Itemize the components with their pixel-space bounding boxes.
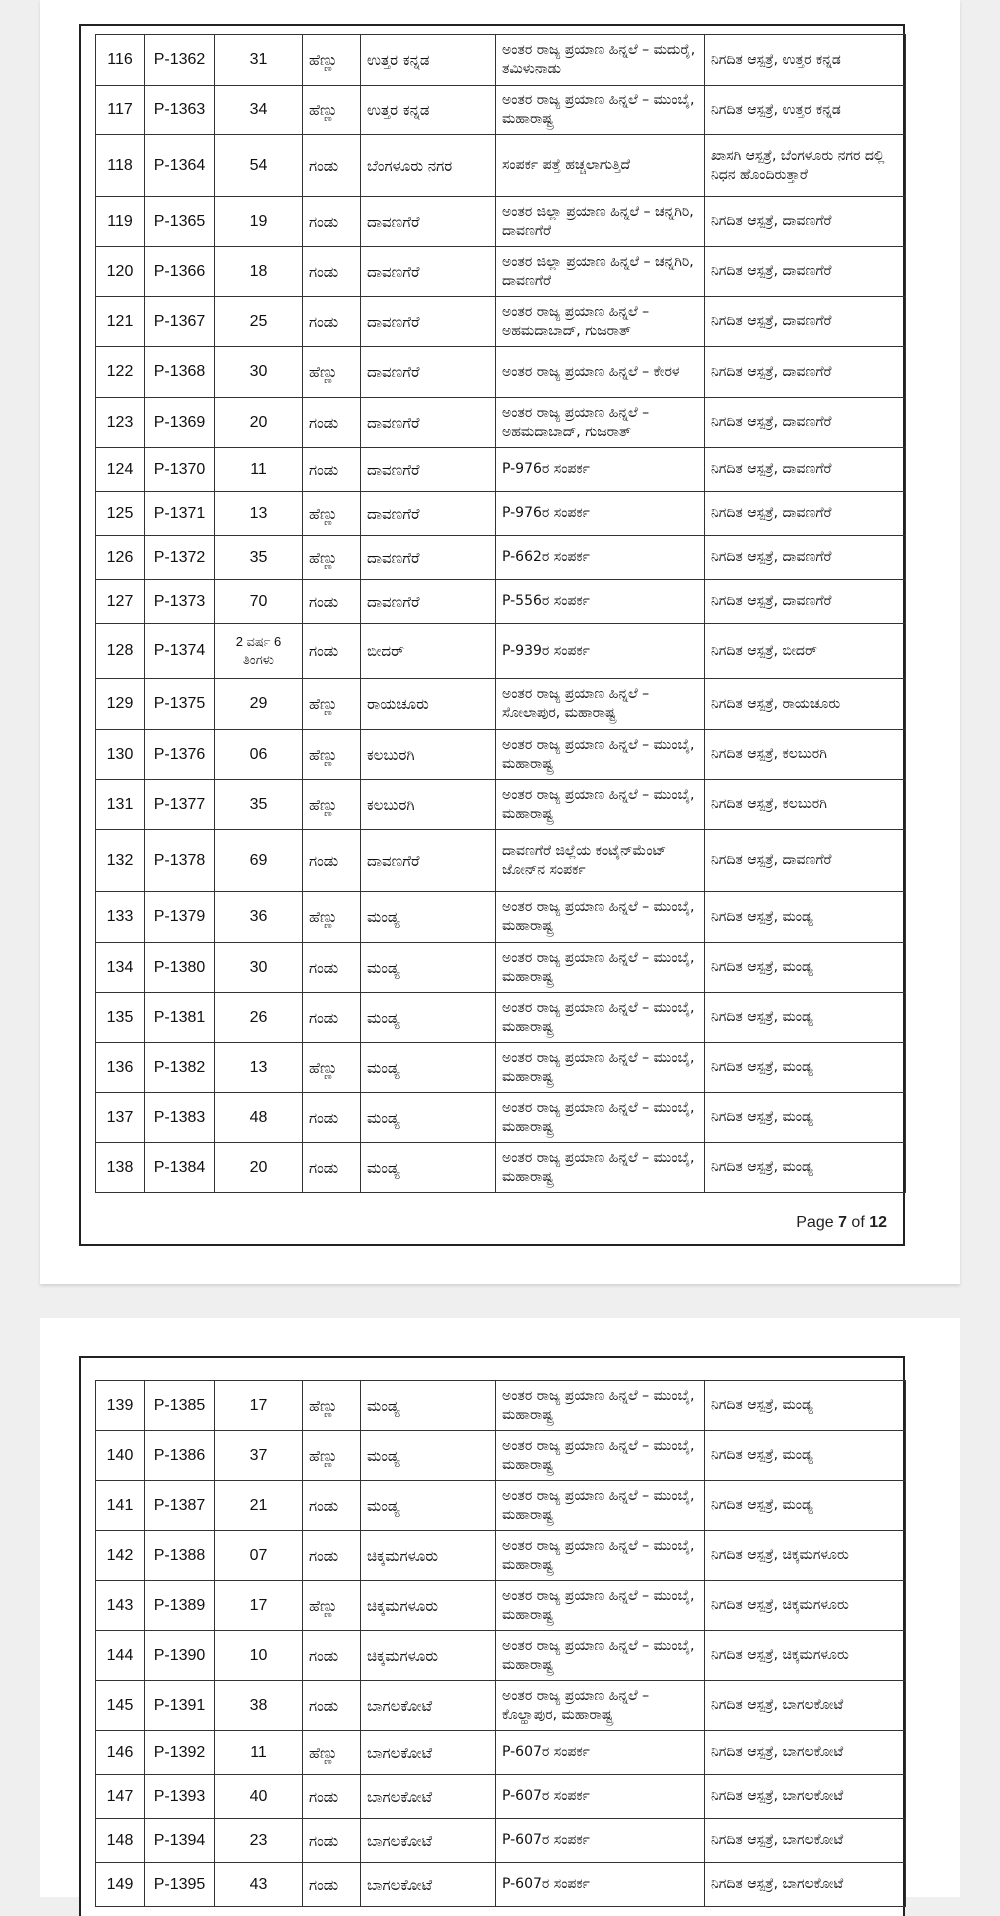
age-cell: 40 [215, 1775, 303, 1819]
district-cell: ಚಿಕ್ಕಮಗಳೂರು [361, 1631, 496, 1681]
patient-id-cell: P-1382 [145, 1043, 215, 1093]
patient-id-cell: P-1367 [145, 297, 215, 347]
sex-cell: ಹೆಣ್ಣು [303, 1431, 361, 1481]
table-row [96, 1681, 906, 1731]
sex-cell: ಗಂಡು [303, 1481, 361, 1531]
travel-contact-history-cell: ಅಂತರ ರಾಜ್ಯ ಪ್ರಯಾಣ ಹಿನ್ನಲೆ – ಮುಂಬೈ, ಮಹಾರಾಷ್ಟ್ರ [496, 892, 705, 943]
facility-cell: ನಿಗದಿತ ಆಸ್ಪತ್ರೆ, ದಾವಣಗೆರೆ [705, 580, 906, 624]
table-row [96, 247, 906, 297]
serial-number-cell: 121 [96, 297, 145, 347]
age-cell: 48 [215, 1093, 303, 1143]
patient-id-cell: P-1378 [145, 830, 215, 892]
patient-id-cell: P-1372 [145, 536, 215, 580]
patient-id-cell: P-1377 [145, 780, 215, 830]
age-cell: 11 [215, 448, 303, 492]
district-cell: ಮಂಡ್ಯ [361, 892, 496, 943]
serial-number-cell: 125 [96, 492, 145, 536]
district-cell: ಮಂಡ್ಯ [361, 1381, 496, 1431]
facility-cell: ನಿಗದಿತ ಆಸ್ಪತ್ರೆ, ಬಾಗಲಕೋಟೆ [705, 1819, 906, 1863]
facility-cell: ನಿಗದಿತ ಆಸ್ಪತ್ರೆ, ಕಲಬುರಗಿ [705, 730, 906, 780]
district-cell: ಮಂಡ್ಯ [361, 1093, 496, 1143]
serial-number-cell: 137 [96, 1093, 145, 1143]
facility-cell: ನಿಗದಿತ ಆಸ್ಪತ್ರೆ, ಬಾಗಲಕೋಟೆ [705, 1775, 906, 1819]
page-number: Page 7 of 12 [796, 1214, 887, 1231]
serial-number-cell: 139 [96, 1381, 145, 1431]
travel-contact-history-cell: ಅಂತರ ಜಿಲ್ಲಾ ಪ್ರಯಾಣ ಹಿನ್ನಲೆ – ಚನ್ನಗಿರಿ, ದಾವಣಗೆರೆ [496, 197, 705, 247]
serial-number-cell: 135 [96, 993, 145, 1043]
table-row [96, 1431, 906, 1481]
facility-cell: ನಿಗದಿತ ಆಸ್ಪತ್ರೆ, ದಾವಣಗೆರೆ [705, 492, 906, 536]
district-cell: ಬಾಗಲಕೋಟೆ [361, 1819, 496, 1863]
district-cell: ದಾವಣಗೆರೆ [361, 448, 496, 492]
facility-cell: ನಿಗದಿತ ಆಸ್ಪತ್ರೆ, ಚಿಕ್ಕಮಗಳೂರು [705, 1581, 906, 1631]
facility-cell: ನಿಗದಿತ ಆಸ್ಪತ್ರೆ, ದಾವಣಗೆರೆ [705, 448, 906, 492]
patient-id-cell: P-1364 [145, 135, 215, 197]
travel-contact-history-cell: ದಾವಣಗೆರೆ ಜಿಲ್ಲೆಯ ಕಂಟೈನ್‌ಮೆಂಟ್ ಜೋನ್‌ನ ಸಂಪರ್ಕ [496, 830, 705, 892]
patient-id-cell: P-1366 [145, 247, 215, 297]
patient-id-cell: P-1383 [145, 1093, 215, 1143]
sex-cell: ಗಂಡು [303, 993, 361, 1043]
patient-id-cell: P-1392 [145, 1731, 215, 1775]
serial-number-cell: 132 [96, 830, 145, 892]
patient-id-cell: P-1393 [145, 1775, 215, 1819]
age-cell: 43 [215, 1863, 303, 1907]
sex-cell: ಹೆಣ್ಣು [303, 1731, 361, 1775]
travel-contact-history-cell: ಅಂತರ ರಾಜ್ಯ ಪ್ರಯಾಣ ಹಿನ್ನಲೆ – ಮುಂಬೈ, ಮಹಾರಾಷ್ಟ್ರ [496, 1093, 705, 1143]
serial-number-cell: 146 [96, 1731, 145, 1775]
facility-cell: ನಿಗದಿತ ಆಸ್ಪತ್ರೆ, ಬೀದರ್ [705, 624, 906, 679]
patient-table [95, 1380, 906, 1907]
district-cell: ಮಂಡ್ಯ [361, 1481, 496, 1531]
travel-contact-history-cell: P-556ರ ಸಂಪರ್ಕ [496, 580, 705, 624]
patient-id-cell: P-1384 [145, 1143, 215, 1193]
patient-id-cell: P-1370 [145, 448, 215, 492]
sex-cell: ಗಂಡು [303, 943, 361, 993]
table-row [96, 297, 906, 347]
serial-number-cell: 130 [96, 730, 145, 780]
sex-cell: ಹೆಣ್ಣು [303, 536, 361, 580]
patient-id-cell: P-1375 [145, 679, 215, 730]
travel-contact-history-cell: ಅಂತರ ರಾಜ್ಯ ಪ್ರಯಾಣ ಹಿನ್ನಲೆ – ಮದುರೈ, ತಮಿಳುನಾಡು [496, 35, 705, 86]
sex-cell: ಹೆಣ್ಣು [303, 780, 361, 830]
patient-id-cell: P-1381 [145, 993, 215, 1043]
facility-cell: ನಿಗದಿತ ಆಸ್ಪತ್ರೆ, ಬಾಗಲಕೋಟೆ [705, 1731, 906, 1775]
patient-id-cell: P-1374 [145, 624, 215, 679]
table-row [96, 135, 906, 197]
district-cell: ಕಲಬುರಗಿ [361, 780, 496, 830]
table-row [96, 943, 906, 993]
travel-contact-history-cell: ಅಂತರ ರಾಜ್ಯ ಪ್ರಯಾಣ ಹಿನ್ನಲೆ – ಮುಂಬೈ, ಮಹಾರಾಷ್ಟ್ರ [496, 1043, 705, 1093]
facility-cell: ನಿಗದಿತ ಆಸ್ಪತ್ರೆ, ಬಾಗಲಕೋಟೆ [705, 1681, 906, 1731]
patient-id-cell: P-1363 [145, 86, 215, 135]
district-cell: ಚಿಕ್ಕಮಗಳೂರು [361, 1581, 496, 1631]
sex-cell: ಹೆಣ್ಣು [303, 730, 361, 780]
table-row [96, 1531, 906, 1581]
district-cell: ಮಂಡ್ಯ [361, 993, 496, 1043]
sex-cell: ಹೆಣ್ಣು [303, 892, 361, 943]
patient-id-cell: P-1373 [145, 580, 215, 624]
sex-cell: ಗಂಡು [303, 830, 361, 892]
serial-number-cell: 120 [96, 247, 145, 297]
facility-cell: ನಿಗದಿತ ಆಸ್ಪತ್ರೆ, ದಾವಣಗೆರೆ [705, 247, 906, 297]
table-row [96, 448, 906, 492]
district-cell: ಬಾಗಲಕೋಟೆ [361, 1731, 496, 1775]
table-row [96, 679, 906, 730]
district-cell: ಬೀದರ್ [361, 624, 496, 679]
travel-contact-history-cell: ಅಂತರ ರಾಜ್ಯ ಪ್ರಯಾಣ ಹಿನ್ನಲೆ – ಕೊಲ್ಹಾಪುರ, ಮಹಾರಾಷ್ಟ್ರ [496, 1681, 705, 1731]
patient-id-cell: P-1394 [145, 1819, 215, 1863]
serial-number-cell: 142 [96, 1531, 145, 1581]
district-cell: ದಾವಣಗೆರೆ [361, 580, 496, 624]
sex-cell: ಗಂಡು [303, 197, 361, 247]
table-row [96, 1775, 906, 1819]
sex-cell: ಗಂಡು [303, 448, 361, 492]
district-cell: ದಾವಣಗೆರೆ [361, 197, 496, 247]
district-cell: ಬಾಗಲಕೋಟೆ [361, 1681, 496, 1731]
age-cell: 37 [215, 1431, 303, 1481]
district-cell: ಮಂಡ್ಯ [361, 943, 496, 993]
table-row [96, 730, 906, 780]
table-row [96, 1481, 906, 1531]
facility-cell: ನಿಗದಿತ ಆಸ್ಪತ್ರೆ, ಚಿಕ್ಕಮಗಳೂರು [705, 1631, 906, 1681]
table-row [96, 780, 906, 830]
age-cell: 17 [215, 1381, 303, 1431]
district-cell: ಮಂಡ್ಯ [361, 1431, 496, 1481]
table-row [96, 492, 906, 536]
facility-cell: ನಿಗದಿತ ಆಸ್ಪತ್ರೆ, ಮಂಡ್ಯ [705, 1093, 906, 1143]
travel-contact-history-cell: ಅಂತರ ರಾಜ್ಯ ಪ್ರಯಾಣ ಹಿನ್ನಲೆ – ಮುಂಬೈ, ಮಹಾರಾಷ್ಟ್ರ [496, 1631, 705, 1681]
serial-number-cell: 117 [96, 86, 145, 135]
serial-number-cell: 136 [96, 1043, 145, 1093]
serial-number-cell: 124 [96, 448, 145, 492]
age-cell: 07 [215, 1531, 303, 1581]
age-cell: 19 [215, 197, 303, 247]
age-cell: 06 [215, 730, 303, 780]
table-row [96, 86, 906, 135]
travel-contact-history-cell: ಅಂತರ ರಾಜ್ಯ ಪ್ರಯಾಣ ಹಿನ್ನಲೆ – ಮುಂಬೈ, ಮಹಾರಾಷ್ಟ್ರ [496, 1481, 705, 1531]
district-cell: ದಾವಣಗೆರೆ [361, 830, 496, 892]
age-cell: 29 [215, 679, 303, 730]
patient-id-cell: P-1391 [145, 1681, 215, 1731]
table-row [96, 1093, 906, 1143]
patient-id-cell: P-1365 [145, 197, 215, 247]
patient-id-cell: P-1388 [145, 1531, 215, 1581]
district-cell: ಬೆಂಗಳೂರು ನಗರ [361, 135, 496, 197]
age-cell: 30 [215, 347, 303, 398]
serial-number-cell: 116 [96, 35, 145, 86]
serial-number-cell: 134 [96, 943, 145, 993]
patient-table [95, 34, 906, 1193]
sex-cell: ಹೆಣ್ಣು [303, 1581, 361, 1631]
facility-cell: ಖಾಸಗಿ ಆಸ್ಪತ್ರೆ, ಬೆಂಗಳೂರು ನಗರ ದಲ್ಲಿ ನಿಧನ ಹೊಂದಿರುತ್ತಾರೆ [705, 135, 906, 197]
facility-cell: ನಿಗದಿತ ಆಸ್ಪತ್ರೆ, ಮಂಡ್ಯ [705, 943, 906, 993]
travel-contact-history-cell: P-939ರ ಸಂಪರ್ಕ [496, 624, 705, 679]
facility-cell: ನಿಗದಿತ ಆಸ್ಪತ್ರೆ, ದಾವಣಗೆರೆ [705, 398, 906, 448]
age-cell: 10 [215, 1631, 303, 1681]
travel-contact-history-cell: ಅಂತರ ರಾಜ್ಯ ಪ್ರಯಾಣ ಹಿನ್ನಲೆ – ಅಹಮದಾಬಾದ್, ಗುಜರಾತ್ [496, 398, 705, 448]
age-cell: 38 [215, 1681, 303, 1731]
travel-contact-history-cell: ಅಂತರ ರಾಜ್ಯ ಪ್ರಯಾಣ ಹಿನ್ನಲೆ – ಸೋಲಾಪುರ, ಮಹಾರಾಷ್ಟ್ರ [496, 679, 705, 730]
age-cell: 11 [215, 1731, 303, 1775]
age-cell: 23 [215, 1819, 303, 1863]
travel-contact-history-cell: ಅಂತರ ರಾಜ್ಯ ಪ್ರಯಾಣ ಹಿನ್ನಲೆ – ಮುಂಬೈ, ಮಹಾರಾಷ್ಟ್ರ [496, 1531, 705, 1581]
sex-cell: ಗಂಡು [303, 1681, 361, 1731]
age-cell: 2 ವರ್ಷ 6 ತಿಂಗಳು [215, 624, 303, 679]
age-cell: 25 [215, 297, 303, 347]
district-cell: ದಾವಣಗೆರೆ [361, 398, 496, 448]
facility-cell: ನಿಗದಿತ ಆಸ್ಪತ್ರೆ, ದಾವಣಗೆರೆ [705, 297, 906, 347]
serial-number-cell: 118 [96, 135, 145, 197]
travel-contact-history-cell: P-607ರ ಸಂಪರ್ಕ [496, 1731, 705, 1775]
facility-cell: ನಿಗದಿತ ಆಸ್ಪತ್ರೆ, ಮಂಡ್ಯ [705, 1381, 906, 1431]
table-row [96, 624, 906, 679]
table-row [96, 1631, 906, 1681]
age-cell: 17 [215, 1581, 303, 1631]
patient-id-cell: P-1379 [145, 892, 215, 943]
facility-cell: ನಿಗದಿತ ಆಸ್ಪತ್ರೆ, ಮಂಡ್ಯ [705, 993, 906, 1043]
sex-cell: ಗಂಡು [303, 1631, 361, 1681]
serial-number-cell: 145 [96, 1681, 145, 1731]
travel-contact-history-cell: P-662ರ ಸಂಪರ್ಕ [496, 536, 705, 580]
table-row [96, 197, 906, 247]
serial-number-cell: 122 [96, 347, 145, 398]
travel-contact-history-cell: ಅಂತರ ರಾಜ್ಯ ಪ್ರಯಾಣ ಹಿನ್ನಲೆ – ಮುಂಬೈ, ಮಹಾರಾಷ್ಟ್ರ [496, 943, 705, 993]
table-row [96, 398, 906, 448]
sex-cell: ಗಂಡು [303, 1819, 361, 1863]
district-cell: ದಾವಣಗೆರೆ [361, 536, 496, 580]
travel-contact-history-cell: ಅಂತರ ರಾಜ್ಯ ಪ್ರಯಾಣ ಹಿನ್ನಲೆ – ಮುಂಬೈ, ಮಹಾರಾಷ್ಟ್ರ [496, 1381, 705, 1431]
district-cell: ದಾವಣಗೆರೆ [361, 492, 496, 536]
age-cell: 34 [215, 86, 303, 135]
table-row [96, 1731, 906, 1775]
patient-id-cell: P-1368 [145, 347, 215, 398]
facility-cell: ನಿಗದಿತ ಆಸ್ಪತ್ರೆ, ಬಾಗಲಕೋಟೆ [705, 1863, 906, 1907]
patient-id-cell: P-1376 [145, 730, 215, 780]
district-cell: ಉತ್ತರ ಕನ್ನಡ [361, 86, 496, 135]
patient-id-cell: P-1380 [145, 943, 215, 993]
district-cell: ಚಿಕ್ಕಮಗಳೂರು [361, 1531, 496, 1581]
sex-cell: ಗಂಡು [303, 624, 361, 679]
sex-cell: ಹೆಣ್ಣು [303, 35, 361, 86]
district-cell: ಮಂಡ್ಯ [361, 1043, 496, 1093]
facility-cell: ನಿಗದಿತ ಆಸ್ಪತ್ರೆ, ಮಂಡ್ಯ [705, 1481, 906, 1531]
serial-number-cell: 131 [96, 780, 145, 830]
district-cell: ಕಲಬುರಗಿ [361, 730, 496, 780]
age-cell: 13 [215, 1043, 303, 1093]
sex-cell: ಗಂಡು [303, 398, 361, 448]
sex-cell: ಹೆಣ್ಣು [303, 492, 361, 536]
table-row [96, 1143, 906, 1193]
page-border [79, 24, 905, 1246]
age-cell: 69 [215, 830, 303, 892]
district-cell: ದಾವಣಗೆರೆ [361, 347, 496, 398]
sex-cell: ಹೆಣ್ಣು [303, 1043, 361, 1093]
facility-cell: ನಿಗದಿತ ಆಸ್ಪತ್ರೆ, ಉತ್ತರ ಕನ್ನಡ [705, 35, 906, 86]
table-row [96, 536, 906, 580]
serial-number-cell: 138 [96, 1143, 145, 1193]
serial-number-cell: 133 [96, 892, 145, 943]
table-row [96, 1581, 906, 1631]
patient-id-cell: P-1362 [145, 35, 215, 86]
table-row [96, 1381, 906, 1431]
patient-id-cell: P-1371 [145, 492, 215, 536]
patient-id-cell: P-1395 [145, 1863, 215, 1907]
serial-number-cell: 143 [96, 1581, 145, 1631]
age-cell: 54 [215, 135, 303, 197]
table-row [96, 1819, 906, 1863]
age-cell: 35 [215, 536, 303, 580]
serial-number-cell: 129 [96, 679, 145, 730]
age-cell: 18 [215, 247, 303, 297]
district-cell: ದಾವಣಗೆರೆ [361, 297, 496, 347]
sex-cell: ಹೆಣ್ಣು [303, 86, 361, 135]
facility-cell: ನಿಗದಿತ ಆಸ್ಪತ್ರೆ, ದಾವಣಗೆರೆ [705, 197, 906, 247]
facility-cell: ನಿಗದಿತ ಆಸ್ಪತ್ರೆ, ಮಂಡ್ಯ [705, 1431, 906, 1481]
patient-id-cell: P-1385 [145, 1381, 215, 1431]
facility-cell: ನಿಗದಿತ ಆಸ್ಪತ್ರೆ, ದಾವಣಗೆರೆ [705, 347, 906, 398]
travel-contact-history-cell: ಅಂತರ ರಾಜ್ಯ ಪ್ರಯಾಣ ಹಿನ್ನಲೆ – ಮುಂಬೈ, ಮಹಾರಾಷ್ಟ್ರ [496, 730, 705, 780]
table-row [96, 993, 906, 1043]
travel-contact-history-cell: P-607ರ ಸಂಪರ್ಕ [496, 1863, 705, 1907]
age-cell: 36 [215, 892, 303, 943]
page-border [79, 1356, 905, 1916]
document-page-7 [40, 0, 960, 1284]
travel-contact-history-cell: ಅಂತರ ರಾಜ್ಯ ಪ್ರಯಾಣ ಹಿನ್ನಲೆ – ಮುಂಬೈ, ಮಹಾರಾಷ್ಟ್ರ [496, 780, 705, 830]
serial-number-cell: 149 [96, 1863, 145, 1907]
age-cell: 35 [215, 780, 303, 830]
age-cell: 20 [215, 1143, 303, 1193]
travel-contact-history-cell: ಅಂತರ ರಾಜ್ಯ ಪ್ರಯಾಣ ಹಿನ್ನಲೆ – ಮುಂಬೈ, ಮಹಾರಾಷ್ಟ್ರ [496, 86, 705, 135]
facility-cell: ನಿಗದಿತ ಆಸ್ಪತ್ರೆ, ರಾಯಚೂರು [705, 679, 906, 730]
table-row [96, 830, 906, 892]
document-page-8 [40, 1318, 960, 1897]
patient-id-cell: P-1390 [145, 1631, 215, 1681]
serial-number-cell: 148 [96, 1819, 145, 1863]
facility-cell: ನಿಗದಿತ ಆಸ್ಪತ್ರೆ, ದಾವಣಗೆರೆ [705, 536, 906, 580]
facility-cell: ನಿಗದಿತ ಆಸ್ಪತ್ರೆ, ದಾವಣಗೆರೆ [705, 830, 906, 892]
facility-cell: ನಿಗದಿತ ಆಸ್ಪತ್ರೆ, ಚಿಕ್ಕಮಗಳೂರು [705, 1531, 906, 1581]
travel-contact-history-cell: P-976ರ ಸಂಪರ್ಕ [496, 448, 705, 492]
sex-cell: ಗಂಡು [303, 1531, 361, 1581]
sex-cell: ಹೆಣ್ಣು [303, 679, 361, 730]
age-cell: 30 [215, 943, 303, 993]
travel-contact-history-cell: ಅಂತರ ರಾಜ್ಯ ಪ್ರಯಾಣ ಹಿನ್ನಲೆ – ಅಹಮದಾಬಾದ್, ಗುಜರಾತ್ [496, 297, 705, 347]
patient-table-body [96, 35, 906, 1193]
serial-number-cell: 147 [96, 1775, 145, 1819]
serial-number-cell: 141 [96, 1481, 145, 1531]
travel-contact-history-cell: ಅಂತರ ರಾಜ್ಯ ಪ್ರಯಾಣ ಹಿನ್ನಲೆ – ಮುಂಬೈ, ಮಹಾರಾಷ್ಟ್ರ [496, 1431, 705, 1481]
facility-cell: ನಿಗದಿತ ಆಸ್ಪತ್ರೆ, ಕಲಬುರಗಿ [705, 780, 906, 830]
sex-cell: ಗಂಡು [303, 297, 361, 347]
serial-number-cell: 128 [96, 624, 145, 679]
district-cell: ಬಾಗಲಕೋಟೆ [361, 1775, 496, 1819]
sex-cell: ಹೆಣ್ಣು [303, 1381, 361, 1431]
sex-cell: ಹೆಣ್ಣು [303, 347, 361, 398]
district-cell: ರಾಯಚೂರು [361, 679, 496, 730]
travel-contact-history-cell: ಅಂತರ ರಾಜ್ಯ ಪ್ರಯಾಣ ಹಿನ್ನಲೆ – ಮುಂಬೈ, ಮಹಾರಾಷ್ಟ್ರ [496, 1143, 705, 1193]
travel-contact-history-cell: P-607ರ ಸಂಪರ್ಕ [496, 1819, 705, 1863]
age-cell: 31 [215, 35, 303, 86]
sex-cell: ಗಂಡು [303, 1143, 361, 1193]
sex-cell: ಗಂಡು [303, 1863, 361, 1907]
table-row [96, 892, 906, 943]
serial-number-cell: 144 [96, 1631, 145, 1681]
facility-cell: ನಿಗದಿತ ಆಸ್ಪತ್ರೆ, ಮಂಡ್ಯ [705, 1143, 906, 1193]
table-row [96, 1043, 906, 1093]
age-cell: 26 [215, 993, 303, 1043]
facility-cell: ನಿಗದಿತ ಆಸ್ಪತ್ರೆ, ಮಂಡ್ಯ [705, 1043, 906, 1093]
table-row [96, 347, 906, 398]
sex-cell: ಗಂಡು [303, 580, 361, 624]
age-cell: 13 [215, 492, 303, 536]
patient-table-body [96, 1381, 906, 1907]
serial-number-cell: 123 [96, 398, 145, 448]
facility-cell: ನಿಗದಿತ ಆಸ್ಪತ್ರೆ, ಉತ್ತರ ಕನ್ನಡ [705, 86, 906, 135]
travel-contact-history-cell: P-976ರ ಸಂಪರ್ಕ [496, 492, 705, 536]
sex-cell: ಗಂಡು [303, 247, 361, 297]
serial-number-cell: 119 [96, 197, 145, 247]
district-cell: ಮಂಡ್ಯ [361, 1143, 496, 1193]
sex-cell: ಗಂಡು [303, 1093, 361, 1143]
table-row [96, 580, 906, 624]
table-row [96, 35, 906, 86]
patient-id-cell: P-1389 [145, 1581, 215, 1631]
sex-cell: ಗಂಡು [303, 135, 361, 197]
travel-contact-history-cell: ಅಂತರ ಜಿಲ್ಲಾ ಪ್ರಯಾಣ ಹಿನ್ನಲೆ – ಚನ್ನಗಿರಿ, ದಾವಣಗೆರೆ [496, 247, 705, 297]
sex-cell: ಗಂಡು [303, 1775, 361, 1819]
age-cell: 70 [215, 580, 303, 624]
age-cell: 21 [215, 1481, 303, 1531]
table-row [96, 1863, 906, 1907]
district-cell: ಉತ್ತರ ಕನ್ನಡ [361, 35, 496, 86]
travel-contact-history-cell: ಅಂತರ ರಾಜ್ಯ ಪ್ರಯಾಣ ಹಿನ್ನಲೆ – ಮುಂಬೈ, ಮಹಾರಾಷ್ಟ್ರ [496, 993, 705, 1043]
patient-id-cell: P-1369 [145, 398, 215, 448]
travel-contact-history-cell: ಅಂತರ ರಾಜ್ಯ ಪ್ರಯಾಣ ಹಿನ್ನಲೆ – ಕೇರಳ [496, 347, 705, 398]
age-cell: 20 [215, 398, 303, 448]
serial-number-cell: 127 [96, 580, 145, 624]
district-cell: ದಾವಣಗೆರೆ [361, 247, 496, 297]
serial-number-cell: 140 [96, 1431, 145, 1481]
facility-cell: ನಿಗದಿತ ಆಸ್ಪತ್ರೆ, ಮಂಡ್ಯ [705, 892, 906, 943]
travel-contact-history-cell: ಸಂಪರ್ಕ ಪತ್ತೆ ಹಚ್ಚಲಾಗುತ್ತಿದೆ [496, 135, 705, 197]
serial-number-cell: 126 [96, 536, 145, 580]
travel-contact-history-cell: P-607ರ ಸಂಪರ್ಕ [496, 1775, 705, 1819]
patient-id-cell: P-1386 [145, 1431, 215, 1481]
patient-id-cell: P-1387 [145, 1481, 215, 1531]
district-cell: ಬಾಗಲಕೋಟೆ [361, 1863, 496, 1907]
travel-contact-history-cell: ಅಂತರ ರಾಜ್ಯ ಪ್ರಯಾಣ ಹಿನ್ನಲೆ – ಮುಂಬೈ, ಮಹಾರಾಷ್ಟ್ರ [496, 1581, 705, 1631]
